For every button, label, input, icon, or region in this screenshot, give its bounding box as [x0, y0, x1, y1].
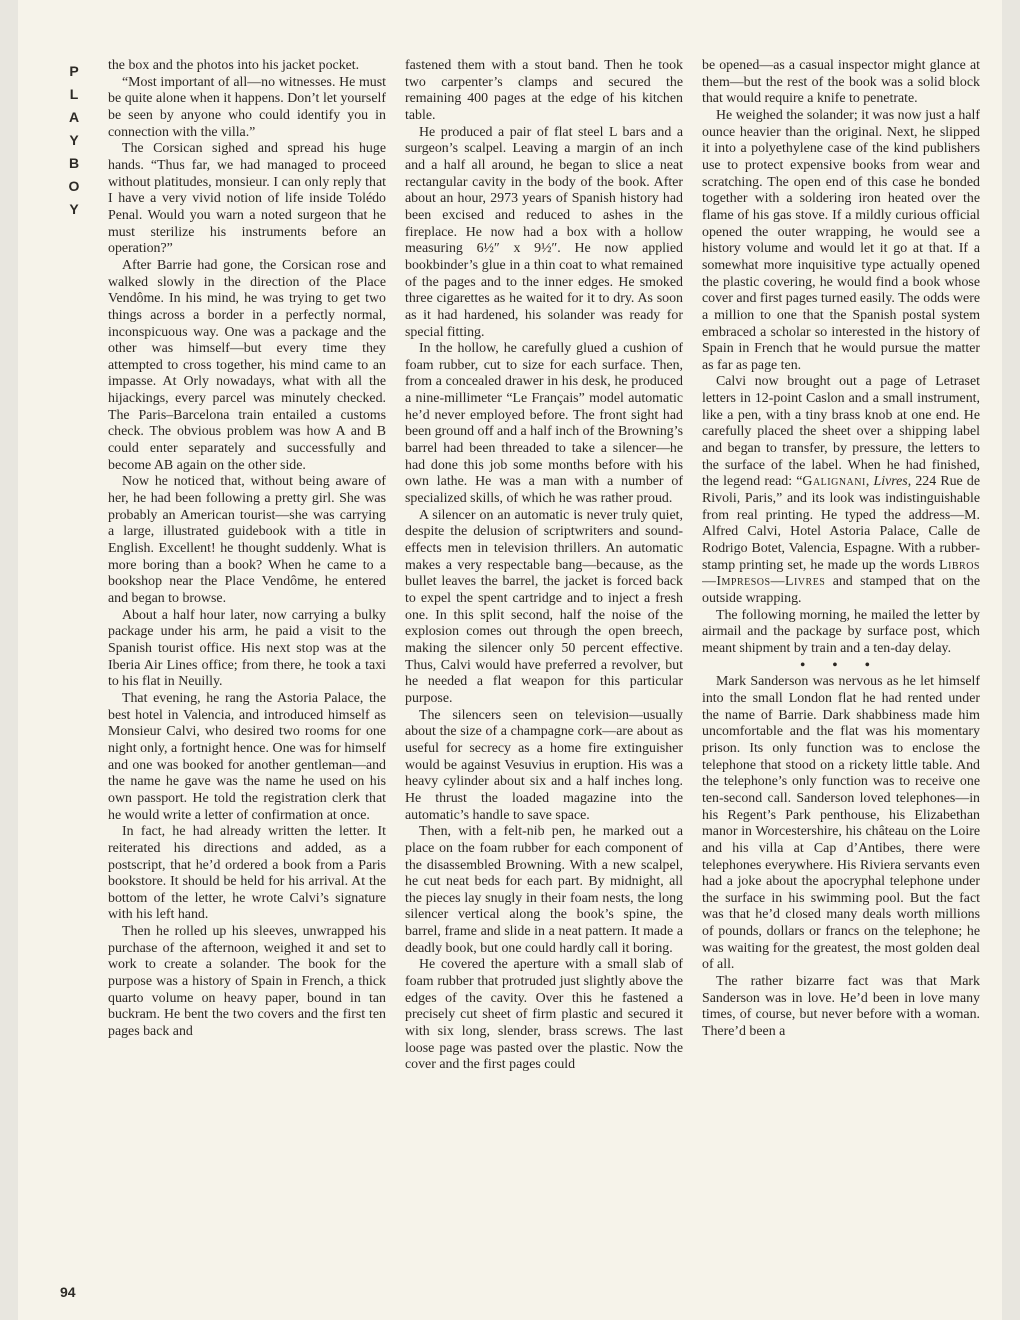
- paragraph: The rather bizarre fact was that Mark Sanderson was in love. He’d been in love many times, of course, but never before with a woman. There’d been a: [702, 974, 980, 1040]
- column-2: [405, 58, 683, 1293]
- paragraph-list: [702, 674, 980, 1040]
- paragraph: Now he noticed that, without being aware of her, he had been following a pretty girl. She was probably an American tourist—she was carrying a large, illustrated guidebook with a title in English. Excellent! he thought suddenly. What is more boring than a book? When he came to a bookshop near the Place Vendôme, he entered and began to browse.: [108, 474, 386, 606]
- running-head-letter: Y: [69, 132, 79, 148]
- running-head-letter: A: [68, 109, 80, 125]
- text-columns: [108, 58, 980, 1293]
- paragraph: A silencer on an automatic is never truly quiet, despite the delusion of scriptwriters and sound-effects men in television thrillers. An automatic makes a very respectable bang—because, as the bullet leaves the barrel, the jacket is forced back to expel the spent cartridge and to inject a fresh one. In this split second, half the noise of the explosion comes out through the open breech, making the silencer only 50 percent effective. Thus, Calvi would have preferred a revolver, but he needed a flat weapon for this particular purpose.: [405, 507, 683, 706]
- paragraph: Mark Sanderson was nervous as he let himself into the small London flat he had rented under the name of Barrie. Dark shabbiness made him uncomfortable and the flat was his momentary prison. Its only function was to enclose the telephone that stood on a rickety little table. And the telephone’s only function was to receive one ten-second call. Sanderson loved telephones—in his Regent’s Park penthouse, his Elizabethan manor in Worcestershire, his château on the Loire and his villa at Cap d’Antibes, there were telephones everywhere. His Riviera servants even had a joke about the apocryphal telephone under the surface in his swimming pool. But the fact was that he’d closed many deals worth millions of pounds, dollars or francs on the telephone; he was waiting for the greatest, the most golden deal of all.: [702, 674, 980, 973]
- paragraph-list: [702, 58, 980, 374]
- page-number: 94: [60, 1284, 76, 1300]
- stamp-words: Libros—Impresos—Livres: [702, 557, 980, 590]
- running-head: [60, 60, 88, 221]
- running-head-letter: B: [68, 155, 80, 171]
- paragraph: the box and the photos into his jacket pocket.: [108, 58, 360, 73]
- paragraph-text: , 224 Rue de Rivoli, Paris,” and its look was indistinguishable from real printing. He typed the address—M. Alfred Calvi, Hotel Astoria Palace, Calle de Rodrigo Botet, Valencia, Espagne. With a rubber-stamp printing set, he made up the words: [702, 474, 980, 573]
- paragraph-text: Calvi now brought out a page of Letraset letters in 12-point Caslon and a small instrument, like a pen, with a tiny brass knob at one end. He carefully placed the sheet over a shipping label and began to transfer, by pressure, the letters to the surface of the label. When he had finished, the legend read: “: [702, 374, 980, 490]
- paragraph: About a half hour later, now carrying a bulky package under his arm, he paid a visit to the Spanish tourist office. His next stop was at the Iberia Air Lines office; from there, he took a taxi to his flat in Neuilly.: [108, 607, 386, 690]
- paragraph-text: ,: [865, 474, 874, 490]
- column-3: [702, 58, 980, 1293]
- paragraph: In the hollow, he carefully glued a cushion of foam rubber, cut to size for each surface. Then, from a concealed drawer in his desk, he produced a nine-millimeter “Le Français” model automatic he’d never employed before. The front sight had been ground off and a half inch of the Browning’s barrel had been threaded to take a silencer—he had done this job some months before with his own lathe. He was a man with a number of specialized skills, of which he was rather proud.: [405, 341, 683, 507]
- label-word: Livres: [873, 474, 908, 490]
- paragraph: After Barrie had gone, the Corsican rose and walked slowly in the direction of the Place Vendôme. In his mind, he was trying to get two things across a border in a perfectly normal, inconspicuous way. One was a package and the other was himself—but every time they attempted to cross together, his mind came to an impasse. At Orly nowadays, what with all the hijackings, every parcel was minutely checked. The Paris–Barcelona train entailed a customs check. The obvious problem was how A and B could enter separately and successfully and become AB again on the other side.: [108, 257, 386, 473]
- paragraph: That evening, he rang the Astoria Palace, the best hotel in Valencia, and introduced himself as Monsieur Calvi, who desired two rooms for one night only, a fortnight hence. One was for himself and one was booked for another gentleman—and the name he gave was the name he used on his own passport. He told the registration clerk that he would write a letter of confirmation at once.: [108, 690, 386, 823]
- paragraph: Then, with a felt-nib pen, he marked out a place on the foam rubber for each component of the disassembled Browning. With a new scalpel, he cut neat beds for each part. By midnight, all the pieces lay snugly in their foam nests, the long silencer vertical along the book’s spine, the barrel, frame and slide in a neat pattern. It made a deadly book, but one could hardly call it boring.: [405, 824, 683, 956]
- running-head-letter: P: [69, 63, 79, 79]
- paragraph: fastened them with a stout band. Then he took two carpenter’s clamps and secured the remaining 400 pages at the edge of his kitchen table.: [405, 58, 683, 123]
- paragraph: He produced a pair of flat steel L bars and a surgeon’s scalpel. Leaving a margin of an inch and a half all around, he began to slice a neat rectangular cavity in the body of the book. After about an hour, 2973 years of Spanish history had been excised and reduced to ashes in the fireplace. He now had a box with a hollow measuring 6½″ x 9½″. He now applied bookbinder’s glue in a thin coat to what remained of the pages and to the inner edges. He smoked three cigarettes as he waited for it to dry. As soon as it had hardened, his solander was ready for special fitting.: [405, 124, 683, 340]
- paragraph: The silencers seen on television—usually about the size of a champagne cork—are about as useful for secrecy as a home fire extinguisher would be against Vesuvius in eruption. His was a heavy cylinder about six and a half inches long. He thrust the loaded magazine into the automatic’s handle to save space.: [405, 707, 683, 823]
- paragraph-text: and stamped that on the outside wrapping.: [702, 574, 980, 606]
- paragraph: [702, 374, 980, 607]
- paragraph: In fact, he had already written the letter. It reiterated his directions and added, as a postscript, that he’d ordered a book from a Paris bookstore. It should be held for his arrival. At the bottom of the letter, he wrote Calvi’s signature with his left hand.: [108, 824, 386, 923]
- section-separator: • • •: [800, 657, 882, 673]
- running-head-letter: Y: [69, 201, 79, 217]
- paragraph: He weighed the solander; it was now just a half ounce heavier than the original. Next, he slipped it into a polyethylene case of the kind publishers use to protect expensive books from wear and scratching. The open end of this case he bonded together with a soldering iron heated over the flame of his gas stove. If a mildly curious official opened the outer wrapping, he would see a history volume and would let it go at that. If a somewhat more inquisitive type actually opened the plastic covering, he would find a book whose cover and first pages turned easily. The odds were a million to one that the Spanish postal system embraced a scholar so interested in the history of Spain in French that he would pursue the matter as far as page ten.: [702, 107, 980, 373]
- column-1: [108, 58, 386, 1293]
- paragraph: “Most important of all—no witnesses. He must be quite alone when it happens. Don’t let yourself be seen by anyone who could identify you in connection with the villa.”: [108, 74, 386, 140]
- paragraph-list: [702, 608, 980, 658]
- running-head-letter: O: [68, 178, 80, 194]
- paragraph: The following morning, he mailed the letter by airmail and the package by surface post, which meant shipment by train and a ten-day delay.: [702, 607, 980, 656]
- store-name: Galignani: [802, 474, 866, 490]
- paragraph: Then he rolled up his sleeves, unwrapped his purchase of the afternoon, weighed it and set to work to create a solander. The book for the purpose was a history of Spain in French, a thick quarto volume on heavy paper, bound in tan buckram. He bent the two covers and the first ten pages back and: [108, 924, 386, 1040]
- running-head-letter: L: [69, 86, 79, 102]
- paragraph: The Corsican sighed and spread his huge hands. “Thus far, we had managed to proceed without platitudes, monsieur. I can only reply that I have a very vivid notion of life inside Tolédo Penal. Would you warn a noted surgeon that he must sterilize his instruments before an operation?”: [108, 141, 386, 257]
- paragraph: He covered the aperture with a small slab of foam rubber that protruded just slightly above the edges of the cavity. Over this he fastened a precisely cut sheet of firm plastic and secured it with six long, slender, brass screws. The last loose page was pasted over the plastic. Now the cover and the first pages could: [405, 957, 683, 1073]
- paragraph: be opened—as a casual inspector might glance at them—but the rest of the book was a solid block that would require a knife to penetrate.: [702, 58, 980, 107]
- paragraph-list: [405, 58, 683, 1074]
- paragraph-list: [108, 58, 386, 1041]
